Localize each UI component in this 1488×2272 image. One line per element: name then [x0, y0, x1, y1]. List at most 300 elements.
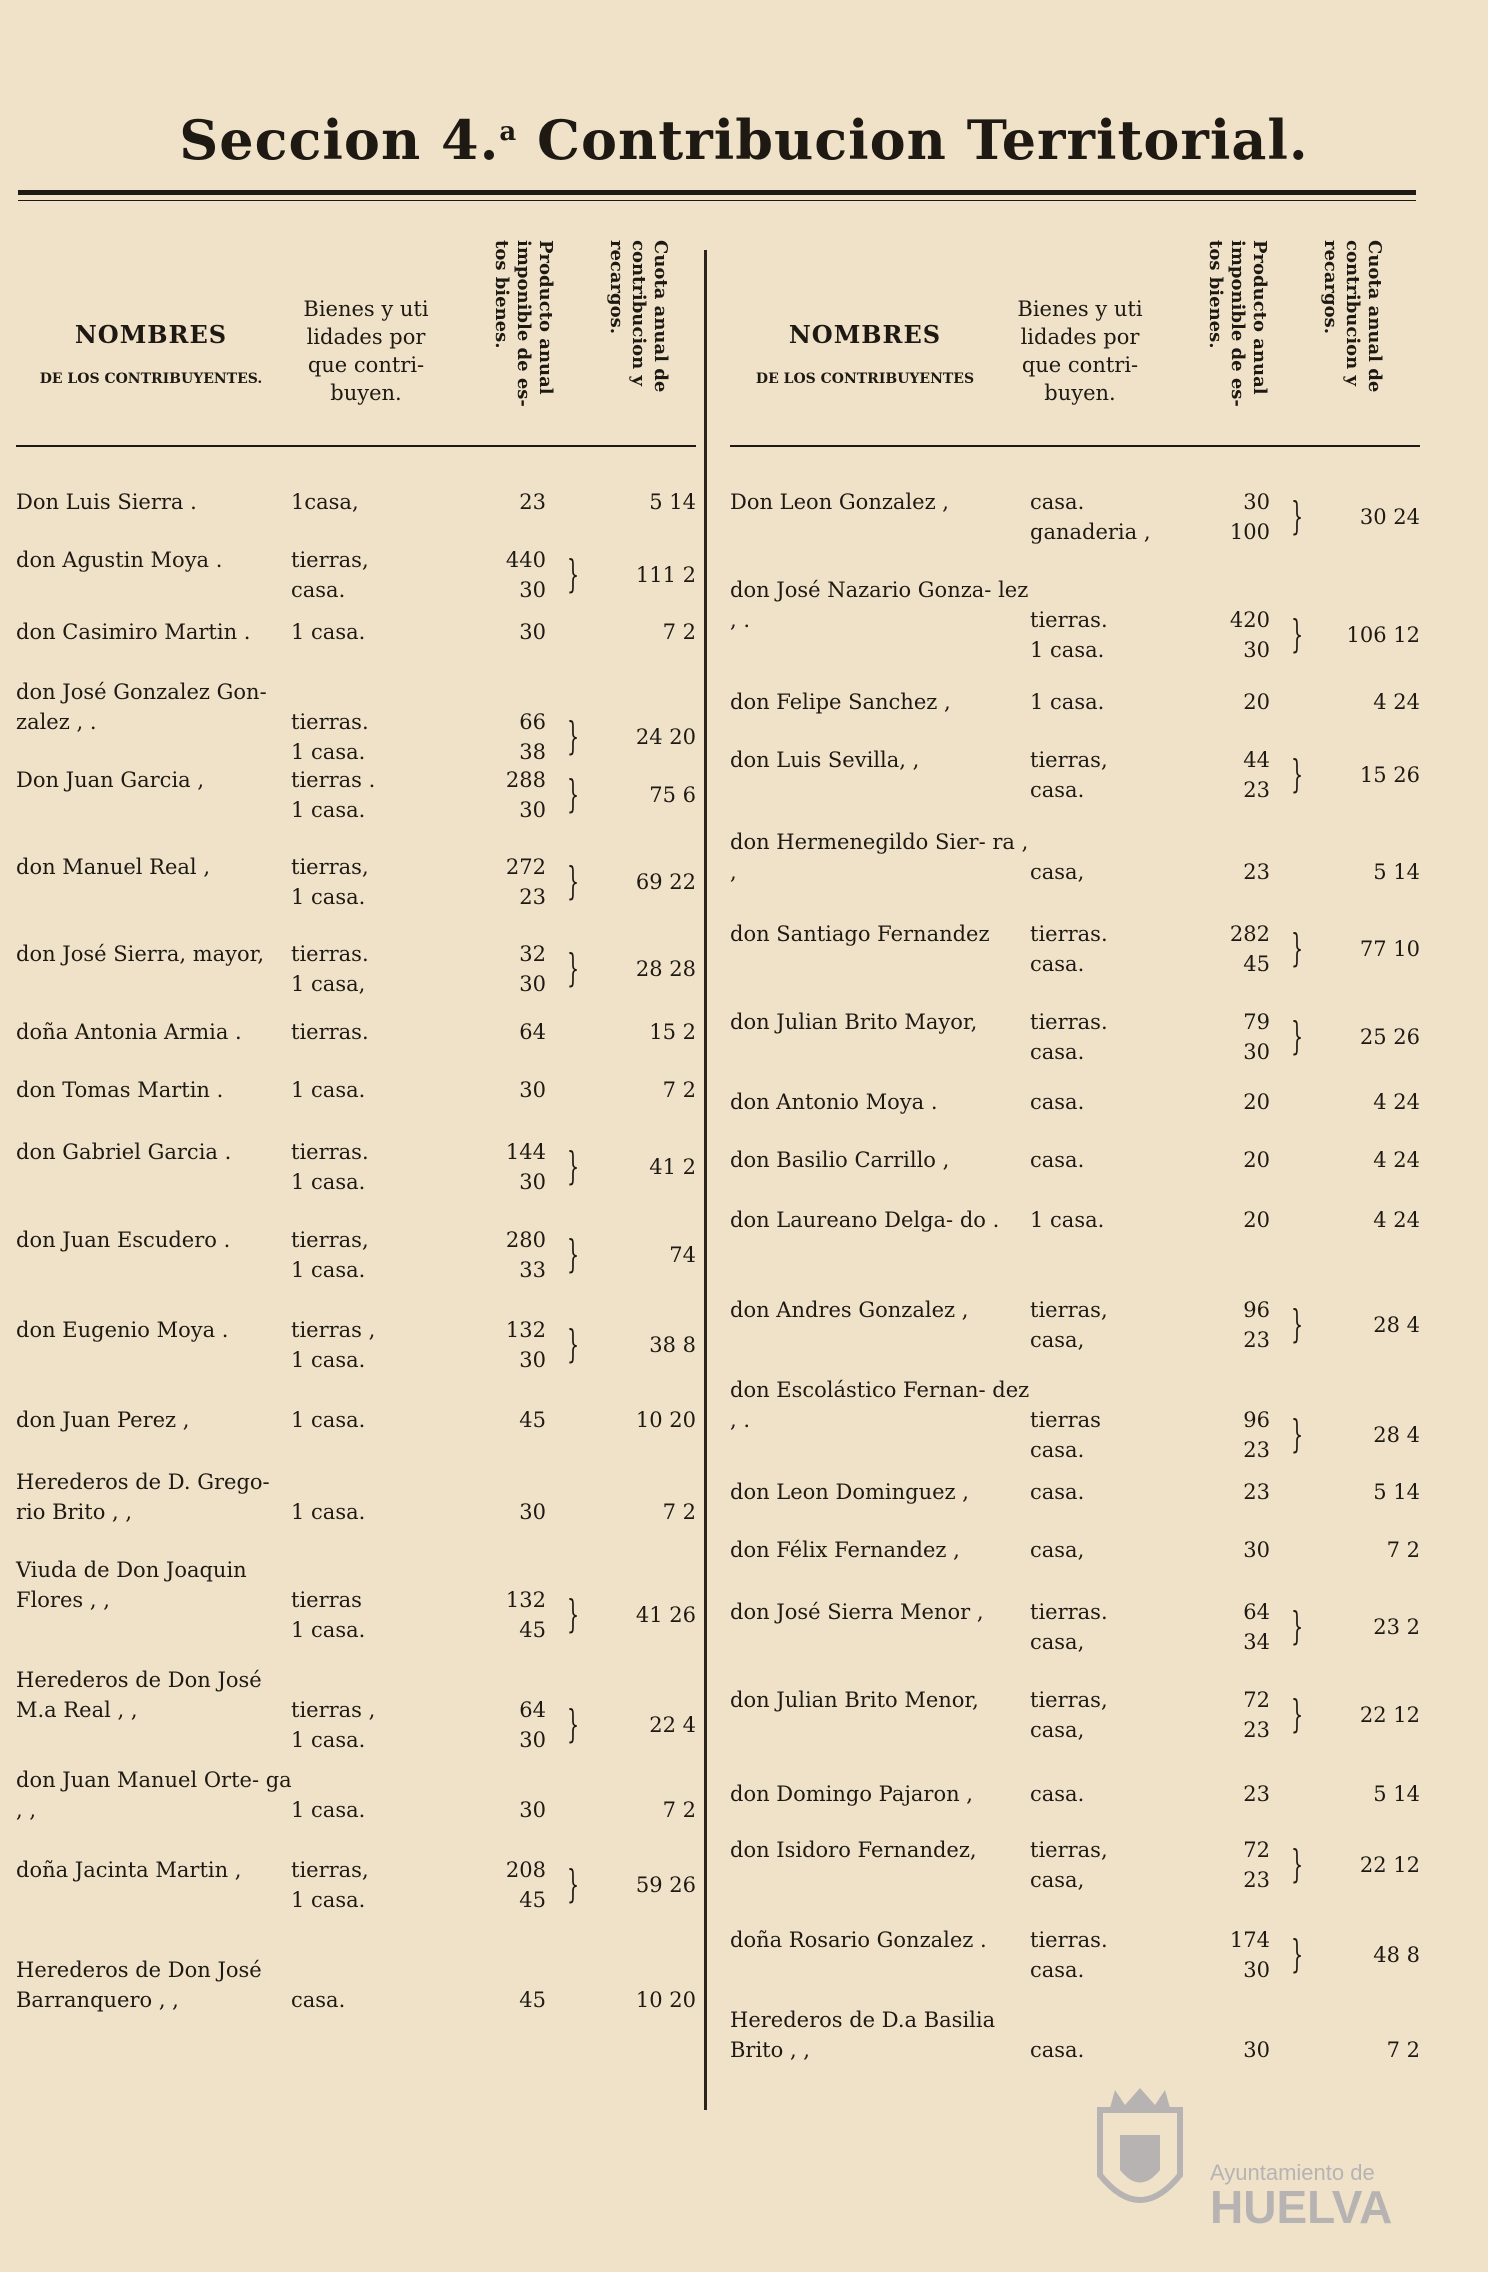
header-cuota: Cuota anual de contribucion y recargos.	[1320, 240, 1385, 393]
bienes-item: tierras,	[1030, 1838, 1108, 1862]
producto-cell	[436, 1225, 556, 1285]
contributor-name: don Tomas Martin .	[16, 1078, 224, 1102]
producto-value: 45	[519, 1988, 546, 2012]
contributor-name: don José Sierra, mayor,	[16, 942, 265, 966]
brace-glyph: }	[567, 552, 580, 596]
bienes-item: casa.	[1030, 1090, 1085, 1114]
bienes-item: tierras,	[291, 548, 369, 572]
contributor-name: don Andres Gonzalez ,	[730, 1298, 969, 1322]
producto-value: 72	[1243, 1688, 1270, 1712]
producto-value: 23	[1243, 1438, 1270, 1462]
brace-glyph: }	[567, 859, 580, 903]
bienes-item: casa.	[1030, 1040, 1085, 1064]
brace-glyph: }	[567, 1592, 580, 1636]
brace-glyph: }	[1291, 1014, 1304, 1058]
producto-cell	[436, 1497, 556, 1527]
producto-value: 30	[519, 798, 546, 822]
producto-cell	[1160, 1007, 1280, 1067]
cuota-cell: 15 26	[1359, 763, 1420, 787]
producto-value: 132	[505, 1318, 546, 1342]
producto-cell	[436, 617, 556, 647]
bienes-cell	[291, 1017, 436, 1047]
cuota-cell: 7 2	[1386, 1538, 1420, 1562]
bienes-cell	[1030, 1405, 1175, 1465]
cuota-cell: 28 4	[1373, 1313, 1420, 1337]
producto-value: 34	[1243, 1630, 1270, 1654]
cuota-cell: 41 26	[635, 1603, 696, 1627]
watermark-text-top: Ayuntamiento de	[1210, 2160, 1375, 2185]
bienes-cell	[291, 1985, 436, 2015]
producto-value: 30	[519, 1728, 546, 1752]
contributor-name: don Agustin Moya .	[16, 548, 223, 572]
contributor-name: don Casimiro Martin .	[16, 620, 251, 644]
producto-value: 20	[1243, 1148, 1270, 1172]
producto-cell	[436, 1795, 556, 1825]
bienes-item: casa.	[1030, 1438, 1085, 1462]
bienes-cell	[1030, 1925, 1175, 1985]
cuota-cell: 41 2	[649, 1155, 696, 1179]
producto-value: 96	[1243, 1408, 1270, 1432]
contributor-name: don Isidoro Fernandez,	[730, 1838, 977, 1862]
producto-value: 30	[1243, 638, 1270, 662]
bienes-cell	[291, 1405, 436, 1435]
title-part-1: Seccion 4.	[179, 108, 500, 172]
cuota-cell: 22 12	[1359, 1703, 1420, 1727]
bienes-item: casa.	[1030, 490, 1085, 514]
bienes-item: 1 casa.	[291, 1078, 366, 1102]
producto-value: 64	[1243, 1600, 1270, 1624]
bienes-cell	[1030, 1685, 1175, 1745]
producto-cell	[1160, 1405, 1280, 1465]
producto-cell	[1160, 1779, 1280, 1809]
producto-value: 30	[519, 620, 546, 644]
contributor-name: doña Jacinta Martin ,	[16, 1858, 242, 1882]
producto-cell	[436, 1405, 556, 1435]
producto-value: 23	[1243, 1868, 1270, 1892]
contributor-name: don José Nazario Gonza- lez , .	[730, 578, 1029, 632]
producto-cell	[1160, 857, 1280, 887]
header-bienes: Bienes y uti lidades por que contri- buyen.	[303, 297, 429, 405]
producto-cell	[436, 1695, 556, 1755]
producto-value: 66	[519, 710, 546, 734]
producto-cell	[1160, 2035, 1280, 2065]
title-superscript: a	[499, 117, 518, 147]
cuota-cell: 28 4	[1373, 1423, 1420, 1447]
bienes-item: tierras,	[291, 1858, 369, 1882]
producto-cell	[1160, 487, 1280, 547]
producto-value: 23	[519, 490, 546, 514]
contributor-name: don Felipe Sanchez ,	[730, 690, 951, 714]
bienes-cell	[1030, 857, 1175, 887]
bienes-item: tierras,	[1030, 748, 1108, 772]
bienes-cell	[291, 1497, 436, 1527]
producto-cell	[436, 707, 556, 767]
header-names-label: NOMBRES	[788, 320, 942, 349]
producto-value: 208	[505, 1858, 546, 1882]
producto-cell	[1160, 1925, 1280, 1985]
bienes-item: 1 casa.	[291, 740, 366, 764]
bienes-item: tierras.	[1030, 1600, 1108, 1624]
contributor-name: Herederos de Don José M.a Real , ,	[16, 1668, 262, 1722]
brace-glyph: }	[567, 772, 580, 816]
bienes-item: tierras.	[291, 942, 369, 966]
bienes-cell	[291, 487, 436, 517]
bienes-item: tierras,	[291, 855, 369, 879]
bienes-item: casa,	[1030, 1538, 1085, 1562]
bienes-cell	[1030, 487, 1175, 547]
contributor-name: don Santiago Fernandez	[730, 922, 990, 946]
contributor-name: Viuda de Don Joaquin Flores , ,	[16, 1558, 247, 1612]
cuota-cell: 7 2	[662, 1078, 696, 1102]
producto-value: 23	[1243, 1782, 1270, 1806]
cuota-cell: 74	[669, 1243, 696, 1267]
bienes-item: 1 casa.	[291, 1170, 366, 1194]
bienes-item: 1 casa.	[1030, 1208, 1105, 1232]
bienes-cell	[1030, 1535, 1175, 1565]
producto-value: 280	[505, 1228, 546, 1252]
cuota-cell: 10 20	[635, 1408, 696, 1432]
bienes-item: 1 casa.	[291, 885, 366, 909]
producto-cell	[436, 487, 556, 517]
bienes-item: 1 casa.	[291, 1798, 366, 1822]
bienes-item: tierras.	[1030, 922, 1108, 946]
producto-value: 23	[1243, 1328, 1270, 1352]
cuota-cell: 15 2	[649, 1020, 696, 1044]
producto-cell	[1160, 1145, 1280, 1175]
producto-value: 30	[519, 972, 546, 996]
producto-cell	[436, 1075, 556, 1105]
cuota-cell: 4 24	[1373, 690, 1420, 714]
producto-cell	[436, 765, 556, 825]
bienes-item: casa.	[1030, 1480, 1085, 1504]
producto-value: 30	[519, 1348, 546, 1372]
contributor-name: don José Sierra Menor ,	[730, 1600, 984, 1624]
producto-value: 45	[519, 1408, 546, 1432]
cuota-cell: 25 26	[1359, 1025, 1420, 1049]
producto-cell	[1160, 1535, 1280, 1565]
bienes-item: casa.	[291, 1988, 346, 2012]
producto-value: 30	[1243, 2038, 1270, 2062]
bienes-cell	[291, 765, 436, 825]
producto-cell	[436, 1315, 556, 1375]
coat-of-arms-icon	[1085, 2080, 1195, 2230]
bienes-item: 1 casa.	[291, 1408, 366, 1432]
producto-value: 132	[505, 1588, 546, 1612]
producto-value: 45	[519, 1618, 546, 1642]
cuota-cell: 24 20	[635, 725, 696, 749]
bienes-cell	[1030, 1295, 1175, 1355]
bienes-item: casa.	[1030, 1958, 1085, 1982]
producto-cell	[436, 1985, 556, 2015]
producto-value: 30	[519, 1500, 546, 1524]
producto-value: 23	[1243, 778, 1270, 802]
bienes-cell	[1030, 1145, 1175, 1175]
bienes-cell	[291, 1585, 436, 1645]
contributor-name: don Manuel Real ,	[16, 855, 211, 879]
brace-glyph: }	[1291, 1692, 1304, 1736]
cuota-cell: 48 8	[1373, 1943, 1420, 1967]
producto-value: 30	[1243, 1040, 1270, 1064]
contributor-name: doña Rosario Gonzalez .	[730, 1928, 987, 1952]
cuota-cell: 75 6	[649, 783, 696, 807]
brace-glyph: }	[567, 946, 580, 990]
brace-glyph: }	[1291, 1932, 1304, 1976]
bienes-cell	[291, 617, 436, 647]
bienes-item: casa.	[1030, 952, 1085, 976]
bienes-cell	[291, 1315, 436, 1375]
producto-value: 33	[519, 1258, 546, 1282]
title-part-2: Contribucion Territorial.	[537, 108, 1309, 172]
bienes-cell	[1030, 2035, 1175, 2065]
producto-value: 20	[1243, 1208, 1270, 1232]
bienes-item: tierras .	[291, 768, 376, 792]
producto-cell	[436, 939, 556, 999]
contributor-name: doña Antonia Armia .	[16, 1020, 242, 1044]
producto-cell	[1160, 605, 1280, 665]
bienes-item: tierras.	[291, 1140, 369, 1164]
bienes-cell	[1030, 1205, 1175, 1235]
producto-cell	[436, 1137, 556, 1197]
bienes-item: casa.	[291, 578, 346, 602]
brace-glyph: }	[567, 1862, 580, 1906]
header-bienes: Bienes y uti lidades por que contri- buyen.	[1017, 297, 1143, 405]
bienes-cell	[1030, 687, 1175, 717]
bienes-item: tierras.	[1030, 1928, 1108, 1952]
bienes-cell	[1030, 1087, 1175, 1117]
bienes-cell	[291, 1075, 436, 1105]
contributor-name: don Félix Fernandez ,	[730, 1538, 960, 1562]
contributor-name: don Juan Escudero .	[16, 1228, 231, 1252]
bienes-cell	[291, 1225, 436, 1285]
cuota-cell: 111 2	[635, 563, 696, 587]
bienes-item: casa,	[1030, 860, 1085, 884]
producto-value: 30	[1243, 490, 1270, 514]
producto-value: 288	[505, 768, 546, 792]
producto-value: 420	[1229, 608, 1270, 632]
cuota-cell: 7 2	[662, 620, 696, 644]
bienes-cell	[1030, 1779, 1175, 1809]
header-names-sub: DE LOS CONTRIBUYENTES	[755, 371, 975, 387]
bienes-item: 1casa,	[291, 490, 359, 514]
producto-cell	[1160, 687, 1280, 717]
brace-glyph: }	[567, 1232, 580, 1276]
producto-value: 174	[1229, 1928, 1270, 1952]
bienes-item: tierras ,	[291, 1318, 376, 1342]
producto-value: 20	[1243, 690, 1270, 714]
producto-cell	[1160, 1597, 1280, 1657]
contributor-name: don Laureano Delga- do .	[730, 1208, 1000, 1232]
bienes-item: tierras.	[1030, 1010, 1108, 1034]
cuota-cell: 5 14	[1373, 860, 1420, 884]
producto-cell	[1160, 919, 1280, 979]
brace-glyph: }	[1291, 752, 1304, 796]
bienes-item: casa.	[1030, 2038, 1085, 2062]
cuota-cell: 22 12	[1359, 1853, 1420, 1877]
header-cuota: Cuota anual de contribucion y recargos.	[606, 240, 671, 393]
producto-value: 32	[519, 942, 546, 966]
bienes-cell	[1030, 1007, 1175, 1067]
producto-value: 23	[519, 885, 546, 909]
title-rule-thin	[18, 200, 1416, 201]
producto-value: 45	[519, 1888, 546, 1912]
bienes-cell	[1030, 745, 1175, 805]
contributor-name: don Antonio Moya .	[730, 1090, 938, 1114]
header-producto: Producto anual imponible de es- tos bienes.	[491, 240, 556, 407]
producto-cell	[1160, 1685, 1280, 1745]
brace-glyph: }	[1291, 494, 1304, 538]
producto-cell	[1160, 1205, 1280, 1235]
producto-value: 64	[519, 1698, 546, 1722]
header-names-label: NOMBRES	[74, 320, 228, 349]
bienes-cell	[291, 545, 436, 605]
producto-value: 272	[505, 855, 546, 879]
producto-cell	[1160, 1295, 1280, 1355]
producto-value: 23	[1243, 1480, 1270, 1504]
brace-glyph: }	[567, 714, 580, 758]
producto-value: 79	[1243, 1010, 1270, 1034]
cuota-cell: 4 24	[1373, 1148, 1420, 1172]
contributor-name: don Leon Dominguez ,	[730, 1480, 969, 1504]
header-producto: Producto anual imponible de es- tos bienes.	[1205, 240, 1270, 407]
bienes-item: casa.	[1030, 1148, 1085, 1172]
cuota-cell: 38 8	[649, 1333, 696, 1357]
producto-cell	[436, 1585, 556, 1645]
bienes-item: 1 casa.	[291, 620, 366, 644]
brace-glyph: }	[1291, 612, 1304, 656]
producto-value: 100	[1229, 520, 1270, 544]
producto-value: 23	[1243, 1718, 1270, 1742]
right-table-header	[730, 230, 1420, 447]
bienes-cell	[291, 1795, 436, 1825]
header-names	[730, 320, 1000, 387]
bienes-item: 1 casa.	[291, 1728, 366, 1752]
cuota-cell: 10 20	[635, 1988, 696, 2012]
producto-value: 30	[519, 1798, 546, 1822]
cuota-cell: 77 10	[1359, 937, 1420, 961]
bienes-item: tierras,	[291, 1228, 369, 1252]
bienes-cell	[1030, 605, 1175, 665]
producto-value: 30	[1243, 1538, 1270, 1562]
producto-cell	[436, 852, 556, 912]
contributor-name: don Gabriel Garcia .	[16, 1140, 232, 1164]
cuota-cell: 7 2	[662, 1798, 696, 1822]
bienes-item: tierras	[1030, 1408, 1101, 1432]
producto-value: 23	[1243, 860, 1270, 884]
producto-cell	[1160, 1087, 1280, 1117]
producto-value: 64	[519, 1020, 546, 1044]
bienes-cell	[291, 1855, 436, 1915]
brace-glyph: }	[1291, 1842, 1304, 1886]
producto-value: 440	[505, 548, 546, 572]
contributor-name: Herederos de D. Grego- rio Brito , ,	[16, 1470, 270, 1524]
bienes-cell	[291, 1137, 436, 1197]
cuota-cell: 7 2	[662, 1500, 696, 1524]
bienes-cell	[1030, 1597, 1175, 1657]
bienes-item: casa,	[1030, 1868, 1085, 1892]
right-table	[730, 230, 1420, 2062]
brace-glyph: }	[1291, 1604, 1304, 1648]
producto-value: 144	[505, 1140, 546, 1164]
brace-glyph: }	[1291, 1412, 1304, 1456]
left-table	[16, 230, 696, 2012]
bienes-item: 1 casa.	[291, 1348, 366, 1372]
contributor-name: don Eugenio Moya .	[16, 1318, 229, 1342]
producto-value: 45	[1243, 952, 1270, 976]
brace-glyph: }	[567, 1322, 580, 1366]
header-names	[16, 320, 286, 387]
producto-value: 30	[519, 1170, 546, 1194]
cuota-cell: 5 14	[1373, 1480, 1420, 1504]
cuota-cell: 106 12	[1346, 623, 1420, 647]
bienes-item: tierras.	[291, 710, 369, 734]
bienes-item: 1 casa.	[291, 1888, 366, 1912]
cuota-cell: 28 28	[635, 957, 696, 981]
ayuntamiento-watermark	[1085, 2080, 1445, 2233]
producto-value: 30	[519, 578, 546, 602]
bienes-item: casa,	[1030, 1328, 1085, 1352]
bienes-item: 1 casa.	[1030, 690, 1105, 714]
bienes-item: 1 casa.	[1030, 638, 1105, 662]
contributor-name: don Escolástico Fernan- dez , .	[730, 1378, 1030, 1432]
bienes-item: 1 casa.	[291, 1500, 366, 1524]
contributor-name: Don Juan Garcia ,	[16, 768, 205, 792]
producto-cell	[1160, 1835, 1280, 1895]
cuota-cell: 22 4	[649, 1713, 696, 1737]
title-rule-thick	[18, 190, 1416, 195]
bienes-cell	[1030, 919, 1175, 979]
producto-cell	[1160, 745, 1280, 805]
cuota-cell: 4 24	[1373, 1090, 1420, 1114]
producto-value: 282	[1229, 922, 1270, 946]
cuota-cell: 69 22	[635, 870, 696, 894]
bienes-item: 1 casa.	[291, 1258, 366, 1282]
bienes-item: 1 casa.	[291, 798, 366, 822]
left-table-header	[16, 230, 696, 447]
bienes-cell	[291, 852, 436, 912]
cuota-cell: 5 14	[1373, 1782, 1420, 1806]
bienes-item: 1 casa,	[291, 972, 366, 996]
bienes-cell	[291, 939, 436, 999]
bienes-item: 1 casa.	[291, 1618, 366, 1642]
bienes-cell	[1030, 1835, 1175, 1895]
cuota-cell: 23 2	[1373, 1615, 1420, 1639]
producto-value: 30	[519, 1078, 546, 1102]
cuota-cell: 4 24	[1373, 1208, 1420, 1232]
contributor-name: don Julian Brito Menor,	[730, 1688, 979, 1712]
page-title	[0, 108, 1488, 172]
brace-glyph: }	[567, 1144, 580, 1188]
cuota-cell: 5 14	[649, 490, 696, 514]
contributor-name: don Julian Brito Mayor,	[730, 1010, 978, 1034]
bienes-item: casa,	[1030, 1630, 1085, 1654]
producto-cell	[1160, 1477, 1280, 1507]
producto-cell	[436, 1855, 556, 1915]
bienes-item: tierras.	[1030, 608, 1108, 632]
bienes-item: ganaderia ,	[1030, 520, 1151, 544]
cuota-cell: 30 24	[1359, 505, 1420, 529]
bienes-item: tierras,	[1030, 1688, 1108, 1712]
contributor-name: Herederos de D.a Basilia Brito , ,	[730, 2008, 996, 2062]
brace-glyph: }	[567, 1702, 580, 1746]
contributor-name: don José Gonzalez Gon- zalez , .	[16, 680, 267, 734]
contributor-name: Don Leon Gonzalez ,	[730, 490, 949, 514]
producto-cell	[436, 545, 556, 605]
bienes-item: casa.	[1030, 1782, 1085, 1806]
producto-value: 20	[1243, 1090, 1270, 1114]
bienes-item: tierras.	[291, 1020, 369, 1044]
brace-glyph: }	[1291, 1302, 1304, 1346]
watermark-text-main: HUELVA	[1210, 2181, 1393, 2233]
